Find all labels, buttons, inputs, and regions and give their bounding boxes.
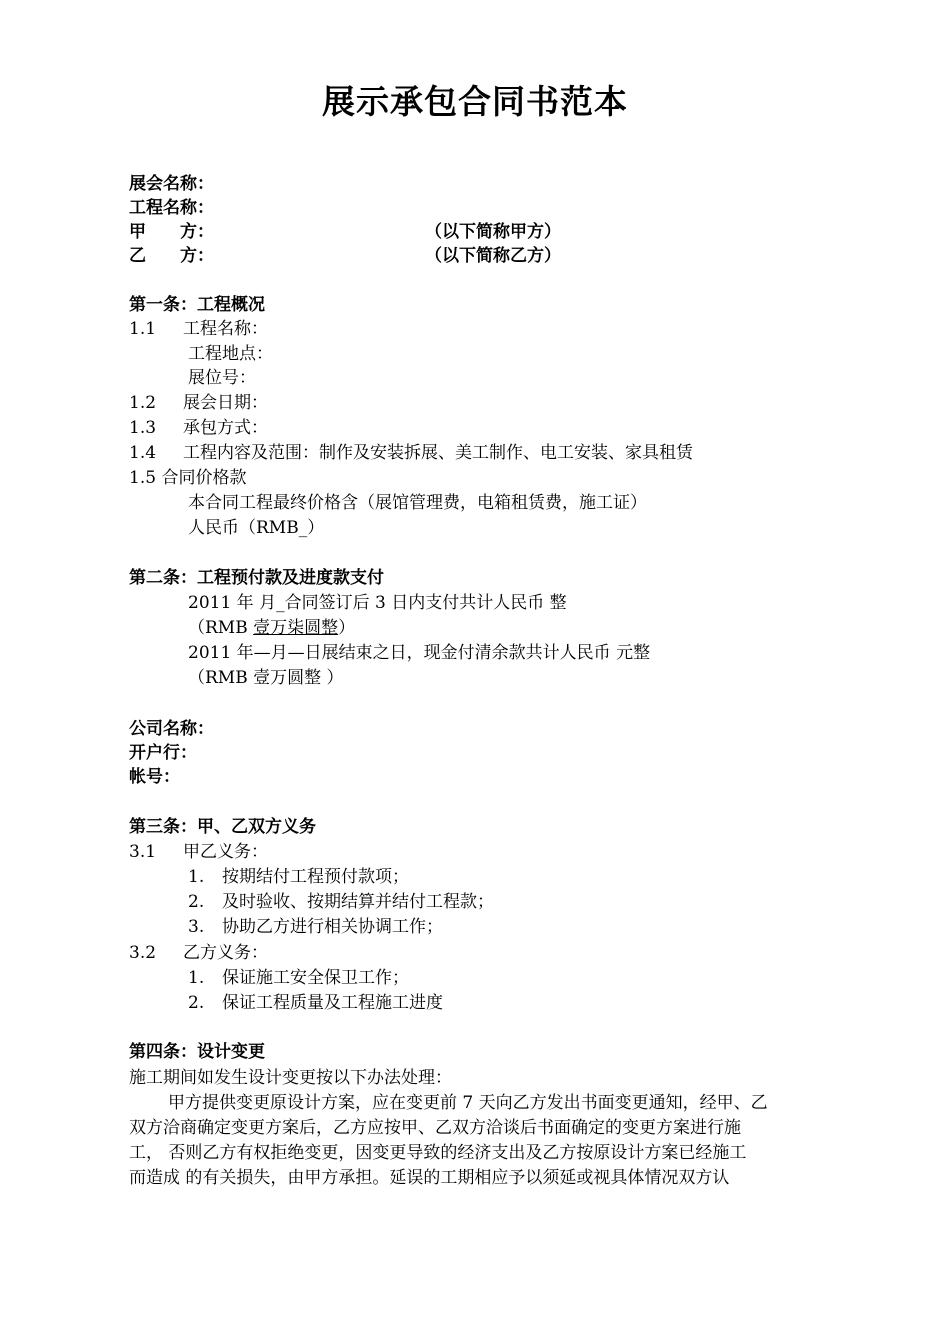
clause-1-1 <box>129 317 268 342</box>
article-3-heading: 第三条：甲、乙双方义务 <box>129 817 316 837</box>
party-b-note: （以下简称乙方） <box>425 246 561 266</box>
list-item <box>188 890 494 915</box>
list-item <box>188 915 443 940</box>
clause-text: 工程名称： <box>183 319 268 339</box>
clause-1-2 <box>129 391 268 416</box>
price-rmb: 人民币（RMB_） <box>188 518 325 538</box>
rmb-amount-underlined: 壹万柒圆整 <box>253 618 339 638</box>
party-b-label: 乙 方： <box>129 246 214 266</box>
price-text: 本合同工程最终价格含（展馆管理费，电箱租赁费，施工证） <box>188 493 647 513</box>
project-name-label: 工程名称： <box>129 198 214 218</box>
clause-text: 乙方义务： <box>183 943 268 963</box>
article-4-heading: 第四条：设计变更 <box>129 1042 265 1062</box>
list-text: 保证施工安全保卫工作； <box>222 968 409 988</box>
list-text: 按期结付工程预付款项； <box>222 867 409 887</box>
clause-3-1 <box>129 840 268 865</box>
clause-1-4 <box>129 441 693 466</box>
party-a-label: 甲 方： <box>129 222 214 242</box>
list-item <box>188 865 409 890</box>
clause-number: 1.3 <box>129 418 157 438</box>
list-item <box>188 991 443 1016</box>
payment-line-2 <box>188 616 355 641</box>
clause-text: 工程内容及范围：制作及安装拆展、美工制作、电工安装、家具租赁 <box>183 443 693 463</box>
booth-number: 展位号： <box>188 368 256 388</box>
paragraph-line: 甲方提供变更原设计方案，应在变更前 7 天向乙方发出书面变更通知，经甲、乙 <box>168 1093 768 1113</box>
party-a-note: （以下简称甲方） <box>425 222 561 242</box>
payment-line-3: 2011 年—月—日展结束之日，现金付清余款共计人民币 元整 <box>188 643 651 663</box>
rmb-suffix: ） <box>338 618 356 638</box>
list-text: 保证工程质量及工程施工进度 <box>222 993 443 1013</box>
paragraph-line: 而造成 的有关损失，由甲方承担。延误的工期相应予以须延或视具体情况双方认 <box>129 1168 730 1188</box>
expo-name-label: 展会名称： <box>129 174 214 194</box>
document-title: 展示承包合同书范本 <box>322 82 628 121</box>
bank-label: 开户行： <box>129 743 197 763</box>
clause-1-5-heading: 1.5 合同价格款 <box>129 468 247 488</box>
clause-text: 承包方式： <box>183 418 268 438</box>
list-number: 3. <box>188 917 205 937</box>
project-location: 工程地点： <box>188 344 273 364</box>
article-1-heading: 第一条：工程概况 <box>129 295 265 315</box>
rmb-prefix: （RMB <box>188 618 254 638</box>
clause-number: 3.2 <box>129 943 157 963</box>
list-item <box>188 966 409 991</box>
list-text: 协助乙方进行相关协调工作； <box>222 917 443 937</box>
clause-1-3 <box>129 416 268 441</box>
article-4-intro: 施工期间如发生设计变更按以下办法处理： <box>129 1068 452 1088</box>
article-2-heading: 第二条：工程预付款及进度款支付 <box>129 568 384 588</box>
paragraph-line: 工， 否则乙方有权拒绝变更，因变更导致的经济支出及乙方按原设计方案已经施工 <box>129 1143 747 1163</box>
clause-number: 1.1 <box>129 319 157 339</box>
list-text: 及时验收、按期结算并结付工程款； <box>222 892 494 912</box>
account-label: 帐号： <box>129 767 180 787</box>
clause-text: 展会日期： <box>183 393 268 413</box>
paragraph-line: 双方洽商确定变更方案后，乙方应按甲、乙双方洽谈后书面确定的变更方案进行施 <box>129 1118 741 1138</box>
list-number: 2. <box>188 892 205 912</box>
payment-line-4: （RMB 壹万圆整 ） <box>188 668 344 688</box>
list-number: 2. <box>188 993 205 1013</box>
list-number: 1. <box>188 968 205 988</box>
clause-number: 1.2 <box>129 393 157 413</box>
clause-text: 甲乙义务： <box>183 842 268 862</box>
clause-3-2 <box>129 941 268 966</box>
list-number: 1. <box>188 867 205 887</box>
clause-number: 3.1 <box>129 842 157 862</box>
company-name-label: 公司名称： <box>129 719 214 739</box>
clause-number: 1.4 <box>129 443 157 463</box>
payment-line-1: 2011 年 月_合同签订后 3 日内支付共计人民币 整 <box>188 593 567 613</box>
